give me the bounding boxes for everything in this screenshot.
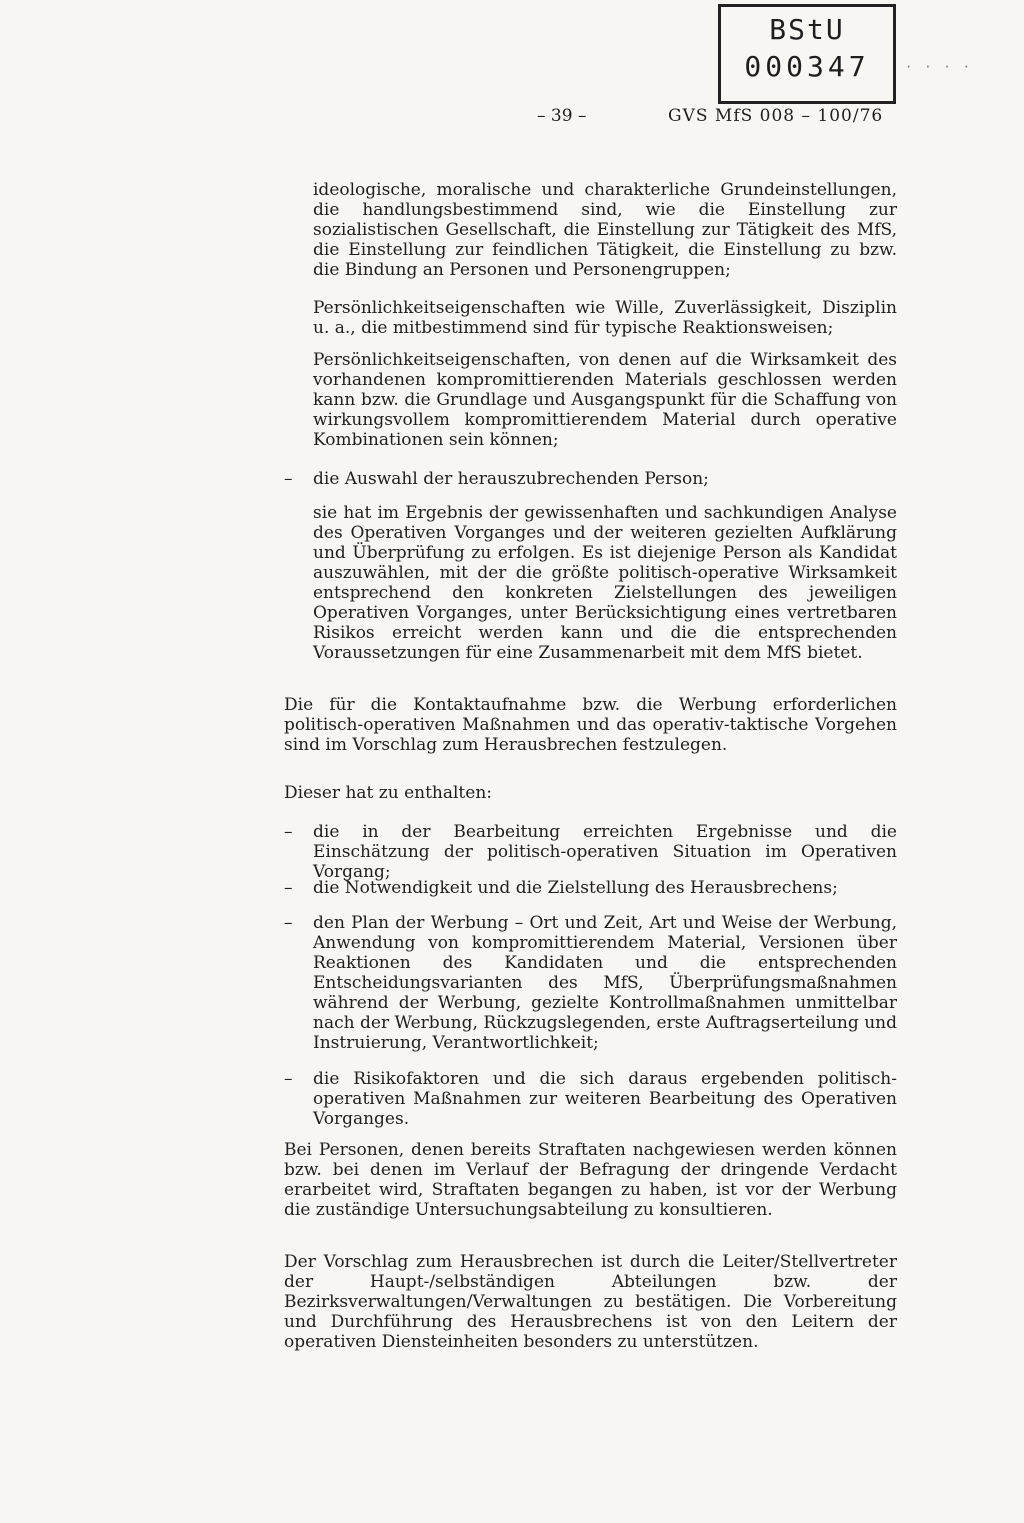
list-item [284,1069,897,1129]
list-item-text: die Notwendigkeit und die Zielstellung des Herausbrechens; [313,878,838,898]
list-item-text: die in der Bearbeitung erreichten Ergebnisse und die Einschätzung der politisch-operativen Situation im Operativen Vorgang; [313,822,897,882]
list-dash: – [284,1069,293,1089]
stamp-line-2: 000347 [744,50,870,83]
paragraph-persoenlichkeitseigenschaften-1: Persönlichkeitseigenschaften wie Wille, Zuverlässigkeit, Disziplin u. a., die mitbestimmend sind für typische Reaktionsweisen; [313,298,897,338]
list-item-auswahl [284,469,897,489]
list-item [284,913,897,1053]
list-item [284,878,897,898]
paragraph-kontaktaufnahme: Die für die Kontaktaufnahme bzw. die Werbung erforderlichen politisch-operativen Maßnahmen und das operativ-taktische Vorgehen sind im Vorschlag zum Herausbrechen festzulegen. [284,695,897,755]
list-item-text: die Auswahl der herauszubrechenden Person; [313,469,709,489]
list-item [284,822,897,882]
archive-stamp [718,4,896,104]
document-reference: GVS MfS 008 – 100/76 [668,106,884,126]
page-number: – 39 – [537,106,587,126]
paragraph-grundeinstellungen: ideologische, moralische und charakterliche Grundeinstellungen, die handlungsbestimmend sind, wie die Einstellung zur sozialistischen Gesellschaft, die Einstellung zur Tätigkeit des MfS, die Einstellung zur feindlichen Tätigkeit, die Einstellung zu bzw. die Bindung an Personen und Personengruppen; [313,180,897,280]
paragraph-auswahl-details: sie hat im Ergebnis der gewissenhaften und sachkundigen Analyse des Operativen Vorganges und der weiteren gezielten Aufklärung und Überprüfung zu erfolgen. Es ist diejenige Person als Kandidat auszuwählen, mit der die größte politisch-operative Wirksamkeit entsprechend den konkreten Zielstellungen des jeweiligen Operativen Vorganges, unter Berücksichtigung eines vertretbaren Risikos erreicht werden kann und die die entsprechenden Voraussetzungen für eine Zusammenarbeit mit dem MfS bietet. [313,503,897,663]
list-item-text: den Plan der Werbung – Ort und Zeit, Art und Weise der Werbung, Anwendung von kompromittierendem Material, Versionen über Reaktionen des Kandidaten und die entsprechenden Entscheidungsvarianten des MfS, Überprüfungsmaßnahmen während der Werbung, gezielte Kontrollmaßnahmen unmittelbar nach der Werbung, Rückzugslegenden, erste Auftragserteilung und Instruierung, Verantwortlichkeit; [313,913,897,1053]
list-item-text: die Risikofaktoren und die sich daraus ergebenden politisch-operativen Maßnahmen zur weiteren Bearbeitung des Operativen Vorganges. [313,1069,897,1129]
paragraph-straftaten: Bei Personen, denen bereits Straftaten nachgewiesen werden können bzw. bei denen im Verlauf der Befragung der dringende Verdacht erarbeitet wird, Straftaten begangen zu haben, ist vor der Werbung die zuständige Untersuchungsabteilung zu konsultieren. [284,1140,897,1220]
list-dash: – [284,878,293,898]
paragraph-dieser-hat: Dieser hat zu enthalten: [284,783,493,803]
paragraph-vorschlag: Der Vorschlag zum Herausbrechen ist durch die Leiter/Stellvertreter der Haupt-/selbständigen Abteilungen bzw. der Bezirksverwaltungen/Verwaltungen zu bestätigen. Die Vorbereitung und Durchführung des Herausbrechens ist von den Leitern der operativen Diensteinheiten besonders zu unterstützen. [284,1252,897,1352]
stamp-speckle-marks: ···· [905,60,982,74]
stamp-line-1: BStU [769,13,845,46]
list-dash: – [284,913,293,933]
paragraph-persoenlichkeitseigenschaften-2: Persönlichkeitseigenschaften, von denen auf die Wirksamkeit des vorhandenen kompromittierenden Materials geschlossen werden kann bzw. die Grundlage und Ausgangspunkt für die Schaffung von wirkungsvollem kompromittierendem Material durch operative Kombinationen sein können; [313,350,897,450]
list-dash: – [284,469,293,489]
list-dash: – [284,822,293,842]
